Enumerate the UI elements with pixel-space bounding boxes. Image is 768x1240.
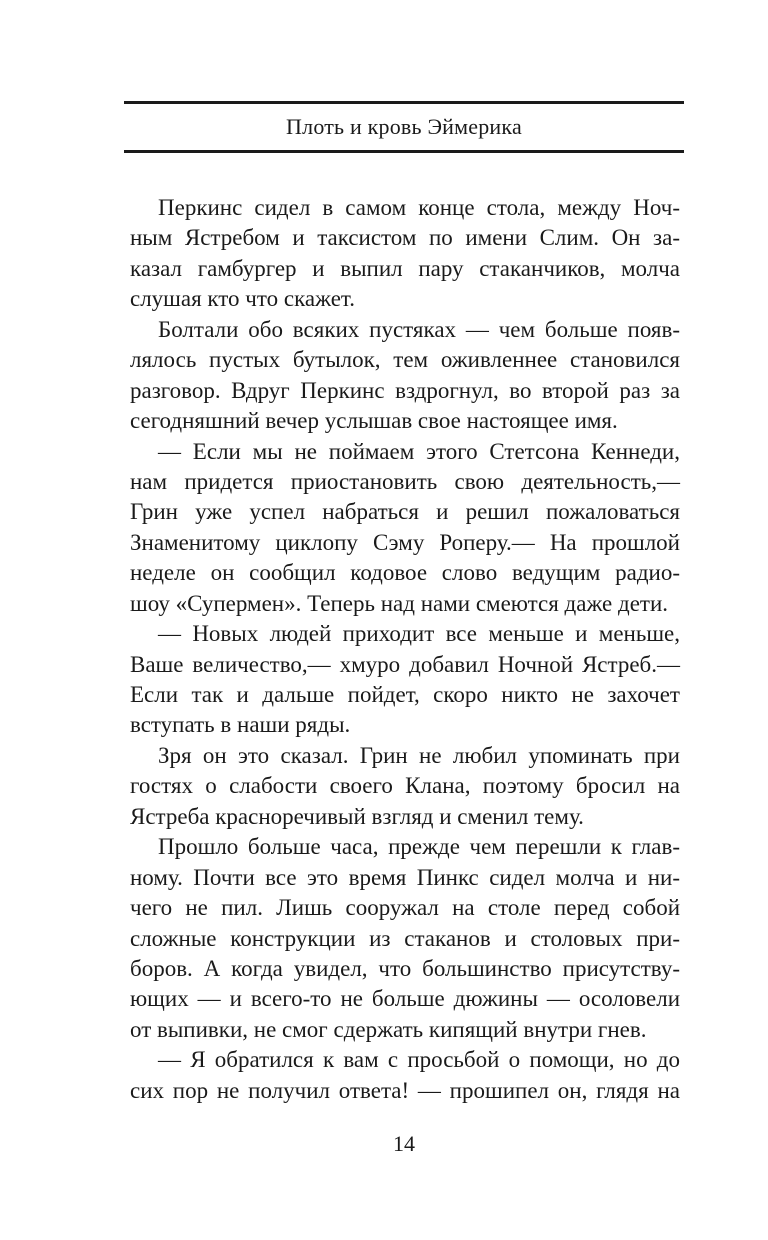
text-line: сегодняшний вечер услышав свое настоящее имя. [130, 408, 618, 434]
text-line: слушая кто что скажет. [130, 286, 355, 312]
text-line: неделе он сообщил кодовое слово ведущим радио- [130, 560, 680, 586]
text-line: боров. А когда увидел, что большинство присутству- [130, 955, 680, 981]
text-line: ному. Почти все это время Пинкс сидел молча и ни- [130, 864, 680, 890]
text-line: казал гамбургер и выпил пару стаканчиков, молча [130, 255, 680, 281]
text-line: Ваше величество,— хмуро добавил Ночной Ястреб.— [130, 651, 680, 677]
text-line: Ястреба красноречивый взгляд и сменил тему. [130, 803, 584, 829]
text-line: шоу «Супермен». Теперь над нами смеются даже дети. [130, 590, 669, 616]
text-line: Перкинс сидел в самом конце стола, между Ноч- [158, 195, 680, 220]
text-line: гостях о слабости своего Клана, поэтому бросил на [130, 773, 680, 799]
text-line: разговор. Вдруг Перкинс вздрогнул, во второй раз за [130, 377, 680, 403]
text-line: лялось пустых бутылок, тем оживленнее становился [130, 347, 680, 373]
text-line: Грин уже успел набраться и решил пожаловаться [130, 499, 680, 525]
text-line: Болтали обо всяких пустяках — чем больше появ- [158, 316, 680, 342]
text-line: Прошло больше часа, прежде чем перешли к глав- [158, 834, 680, 860]
text-line: — Новых людей приходит все меньше и меньше, [158, 621, 680, 647]
text-line: нам придется приостановить свою деятельность,— [130, 468, 680, 494]
text-line: сложные конструкции из стаканов и столовых при- [130, 925, 680, 951]
text-line: от выпивки, не смог сдержать кипящий внутри гнев. [130, 1016, 647, 1042]
header-rule-top [124, 101, 684, 104]
text-line: — Если мы не поймаем этого Стетсона Кеннеди, [158, 438, 680, 464]
text-line: Знаменитому циклопу Сэму Роперу.— На прошлой [130, 529, 680, 555]
text-line: чего не пил. Лишь сооружал на столе перед собой [130, 895, 680, 921]
page-number: 14 [393, 1131, 415, 1156]
text-line: сих пор не получил ответа! — прошипел он, глядя на [130, 1077, 680, 1103]
text-line: Если так и дальше пойдет, скоро никто не захочет [130, 682, 680, 707]
running-title: Плоть и кровь Эймерика [286, 114, 522, 139]
text-line: Зря он это сказал. Грин не любил упоминать при [158, 742, 680, 768]
text-line: вступать в наши ряды. [130, 712, 351, 738]
text-line: ющих — и всего-то не больше дюжины — осоловели [130, 986, 680, 1012]
header-rule-bottom [124, 150, 684, 153]
text-line: — Я обратился к вам с просьбой о помощи, но до [158, 1047, 680, 1073]
body-text [130, 193, 680, 1106]
text-line: ным Ястребом и таксистом по имени Слим. Он за- [130, 225, 680, 251]
